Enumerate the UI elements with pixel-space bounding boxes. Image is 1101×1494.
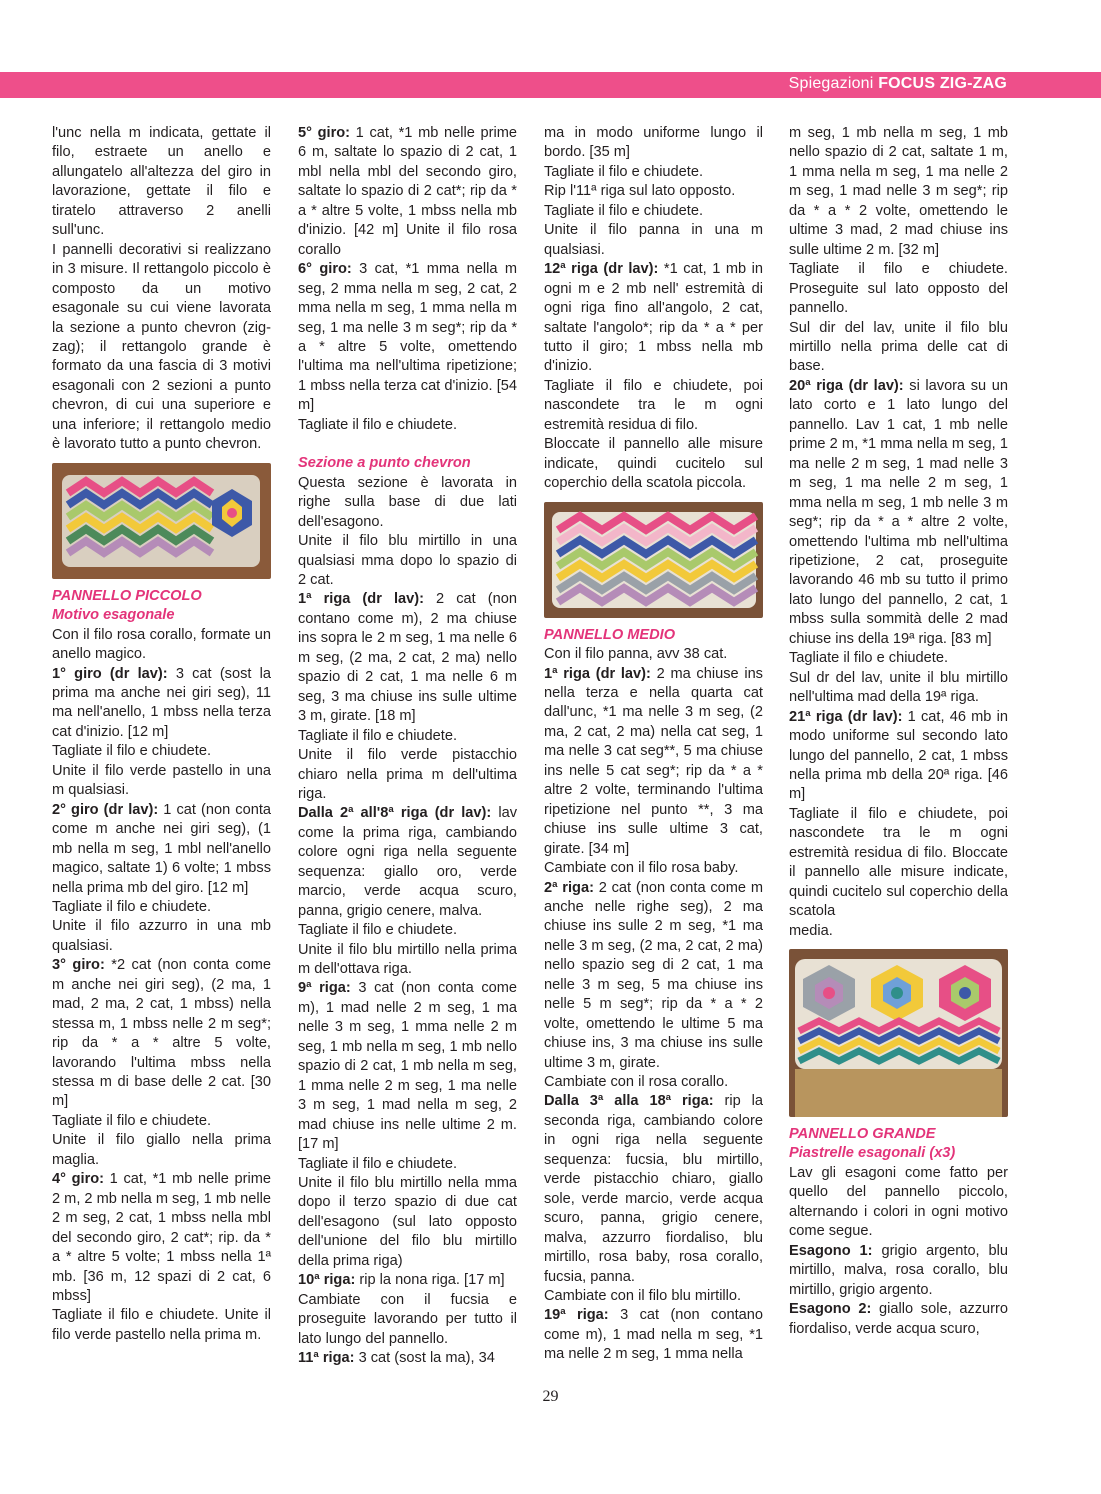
paragraph: I pannelli decorativi si realizzano in 3 misure. Il rettangolo piccolo è composto da un motivo esagonale su cui viene lavorata la sezione a punto chevron (zig-zag); il rettangolo grande è formato da una fascia di 3 motivi esagonali con 2 sezioni a punto chevron, di cui una superiore e una inferiore; il rettangolo medio è lavorato tutto a punto chevron. <box>52 241 271 453</box>
header-section: Spiegazioni <box>788 75 874 92</box>
paragraph: Tagliate il filo e chiudete. <box>298 416 458 433</box>
instruction-row: 5° giro: 1 cat, *1 mb nelle prime 6 m, saltate lo spazio di 2 cat, 1 mbl nella mbl del secondo giro, saltate lo spazio di 2 cat*; rip da * a * altre 5 volte, 1 mbss nella mb d'inizio. [42 m] Unite il filo rosa corallo <box>298 125 517 258</box>
instruction-row: 20ª riga (dr lav): si lavora su un lato corto e 1 lato lungo del pannello. Lav 1 cat, 1 mb nelle prime 2 m, *1 mma nella m seg, 1 ma nelle 2 m seg, 1 mad nelle 3 m seg, 1 ma nelle 2 m seg, 1 mma nella m seg, 1 mb nelle 3 m seg*; rip da * a * altre 2 volte, omettendo l'ultima mb nell'ultima ripetizione, 2 cat, proseguite lavorando 46 mb su tutto il primo lato lungo del pannello, 2 cat, 1 mbss sulla sommità delle 2 mad chiuse ins della 19ª riga. [83 m] <box>789 377 1009 647</box>
instruction-row: 2ª riga: 2 cat (non conta come m anche nelle righe seg), 2 ma chiuse ins sulle 2 m seg, *1 ma nelle 3 m seg, (2 ma, 2 cat, 2 ma) nello spazio seg di 2 cat, 1 ma nelle 3 m seg, 5 ma chiuse ins nelle 5 m seg*; rip da * a * 2 volte, omettendo le ultime 5 ma chiuse ins, 3 ma chiuse ins sulle ultime 3 m, girate. <box>544 879 763 1071</box>
instruction-row: 1ª riga (dr lav): 2 cat (non contano come m), 2 ma chiuse ins sopra le 2 m seg, 1 ma nelle 6 m seg, (2 ma, 2 cat, 2 ma) nello spazio di 2 cat, 1 ma nelle 6 m seg, 3 ma chiuse ins sulle ultime 3 m, girate. [18 m] <box>298 591 517 725</box>
paragraph: Tagliate il filo e chiudete. Unite il filo verde pastello nella prima m. <box>52 1307 271 1343</box>
section-heading-pannello-medio: PANNELLO MEDIO <box>544 626 676 643</box>
instruction-row: Dalla 3ª alla 18ª riga: rip la seconda riga, cambiando colore in ogni riga nella seguente sequenza: fucsia, blu mirtillo, verde pistacchio chiaro, giallo sole, verde marcio, verde acqua scuro, panna, grigio cenere, malva, azzurro fiordaliso, blu mirtillo, rosa baby, rosa corallo, fucsia, panna. <box>544 1093 764 1285</box>
paragraph: Tagliate il filo e chiudete. <box>544 163 704 180</box>
header-focus-title: FOCUS ZIG-ZAG <box>878 75 1007 92</box>
instruction-row: 19ª riga: 3 cat (non contano come m), 1 mad nella m seg, *1 ma nelle 2 m seg, 1 mma nella <box>544 1307 763 1363</box>
paragraph: Con il filo panna, avv 38 cat. <box>544 646 728 663</box>
paragraph: Cambiate con il fucsia e proseguite lavorando per tutto il lato lungo del pannello. <box>298 1291 517 1347</box>
column-1 <box>52 124 271 1345</box>
instruction-row: 3° giro: *2 cat (non conta come m anche nei giri seg), (2 ma, 1 mad, 2 ma, 2 cat, 1 mbss) nella stessa m, 1 mbss nelle 2 m seg*; rip da * a * altre 5 volte, lavorando l'ultima mbss nella stessa m di base delle 2 cat. [30 m] <box>52 957 271 1110</box>
instruction-row: 21ª riga (dr lav): 1 cat, 46 mb in modo uniforme sul secondo lato lungo del pannello, 2 cat, 1 mbss nella prima mb della 20ª riga. [46 m] <box>789 708 1008 803</box>
paragraph: Lav gli esagoni come fatto per quello del pannello piccolo, alternando i colori in ogni motivo come segue. <box>789 1164 1008 1240</box>
small-box-photo <box>52 463 271 579</box>
paragraph: Sul dir del lav, unite il filo blu mirtillo nella prima delle cat di base. <box>789 319 1008 375</box>
paragraph: Unite il filo verde pastello in una m qualsiasi. <box>52 762 271 799</box>
instruction-row: 1ª riga (dr lav): 2 ma chiuse ins nella terza e nella quarta cat dall'unc, *1 ma nelle 3 m seg, (2 ma, 2 cat, 2 ma) nella cat seg, 1 ma nelle 3 cat seg**, 5 ma chiuse ins nelle 5 cat seg*; rip da * a * altre 2 volte, terminando l'ultima ripetizione nel punto **, 3 ma chiuse ins sulle ultime 3 cat, girate. [34 m] <box>544 665 763 857</box>
section-heading-pannello-piccolo: PANNELLO PICCOLO <box>52 587 202 604</box>
paragraph: Cambiate con il rosa corallo. <box>544 1074 729 1091</box>
instruction-row: Esagono 1: grigio argento, blu mirtillo, malva, rosa corallo, blu mirtillo, grigio argento. <box>789 1242 1009 1298</box>
paragraph: Unite il filo verde pistacchio chiaro nella prima m dell'ultima riga. <box>298 747 517 802</box>
subheading-piastrelle-esagonali: Piastrelle esagonali (x3) <box>789 1145 956 1162</box>
paragraph: media. <box>789 922 833 939</box>
header-title <box>789 75 1007 93</box>
paragraph: Tagliate il filo e chiudete, poi nascondete tra le m ogni estremità residua di filo. <box>544 377 763 433</box>
paragraph: Tagliate il filo e chiudete. <box>298 1155 458 1172</box>
paragraph: Con il filo rosa corallo, formate un anello magico. <box>52 626 271 663</box>
paragraph: Bloccate il pannello alle misure indicate, quindi cucitelo sul coperchio della scatola piccola. <box>544 436 763 492</box>
large-box-photo <box>789 949 1008 1117</box>
paragraph: Tagliate il filo e chiudete. <box>298 727 458 744</box>
section-heading-pannello-grande: PANNELLO GRANDE <box>789 1126 936 1143</box>
paragraph: Cambiate con il filo blu mirtillo. <box>544 1288 742 1305</box>
paragraph: l'unc nella m indicata, gettate il filo, estraete un anello e allungatelo all'altezza del giro in lavorazione, gettate il filo e tiratelo attraverso 2 anelli sull'unc. <box>52 125 271 239</box>
header-bar <box>0 72 1101 98</box>
paragraph: Tagliate il filo e chiudete. <box>544 202 704 219</box>
paragraph: Unite il filo azzurro in una mb qualsiasi. <box>52 918 271 954</box>
paragraph: ma in modo uniforme lungo il bordo. [35 m] <box>544 125 763 161</box>
instruction-row: 6° giro: 3 cat, *1 mma nella m seg, 2 mma nella m seg, 2 cat, 2 mma nella m seg, 1 mma nella m seg, 1 ma nelle 3 m seg*; rip da * a * altre 5 volte, omettendo l'ultima ma nell'ultima ripetizione; 1 mbss nella terza cat d'inizio. [54 m] <box>298 261 517 414</box>
instruction-row: 10ª riga: rip la nona riga. [17 m] <box>298 1272 505 1289</box>
paragraph: Tagliate il filo e chiudete. Proseguite sul lato opposto del pannello. <box>789 261 1008 317</box>
instruction-row: 9ª riga: 3 cat (non conta come m), 1 mad nelle 2 m seg, 1 ma nelle 3 m seg, 1 mma nelle 2 m seg, 1 mb nella m seg, 1 mb nello spazio di 2 cat, 1 mb nella m seg, 1 mma nelle 2 m seg, 1 ma nelle 3 m seg, 1 mad nella m seg, 2 mad chiuse ins nelle ultime 2 m. [17 m] <box>298 980 518 1153</box>
subheading-motivo-esagonale: Motivo esagonale <box>52 607 175 624</box>
instruction-row: Dalla 2ª all'8ª riga (dr lav): lav come la prima riga, cambiando colore ogni riga nella seguente sequenza: giallo oro, verde marcio, verde acqua scuro, panna, grigio cenere, malva. <box>298 805 517 919</box>
instruction-row: Esagono 2: giallo sole, azzurro fiordaliso, verde acqua scuro, <box>789 1301 1008 1337</box>
column-3 <box>544 124 763 1365</box>
paragraph: Tagliate il filo e chiudete. <box>52 743 212 760</box>
instruction-row: 2° giro (dr lav): 1 cat (non conta come m anche nei giri seg), (1 mb nella m seg, 1 mbl nell'anello magico, saltate 1) 6 volte; 1 mbss nella prima mb del giro. [12 m] <box>52 801 271 896</box>
column-4 <box>789 124 1008 1339</box>
paragraph: m seg, 1 mb nella m seg, 1 mb nello spazio di 2 cat, saltate 1 m, 1 mma nella m seg, 1 ma nelle 2 m seg, 1 mad nelle 3 m seg*; rip da * a * 2 volte, omettendo le ultime 3 mad, 2 mad chiuse ins sulle ultime 2 m. [32 m] <box>789 125 1008 258</box>
paragraph: Tagliate il filo e chiudete. <box>789 650 949 667</box>
medium-box-photo <box>544 502 763 618</box>
paragraph: Sul dr del lav, unite il blu mirtillo nell'ultima mad della 19ª riga. <box>789 669 1008 706</box>
paragraph: Tagliate il filo e chiudete, poi nascondete tra le m ogni estremità residua di filo. Bloccate il pannello alle misure indicate, quindi cucitelo sul coperchio della scatola <box>789 805 1008 920</box>
paragraph: Rip l'11ª riga sul lato opposto. <box>544 183 736 200</box>
paragraph: Tagliate il filo e chiudete. <box>52 1112 212 1129</box>
instruction-row: 11ª riga: 3 cat (sost la ma), 34 <box>298 1350 495 1367</box>
paragraph: Unite il filo giallo nella prima maglia. <box>52 1132 271 1168</box>
paragraph: Tagliate il filo e chiudete. <box>298 922 458 939</box>
column-2 <box>298 124 517 1369</box>
paragraph: Unite il filo blu mirtillo nella prima m dell'ottava riga. <box>298 941 517 978</box>
paragraph: Questa sezione è lavorata in righe sulla base di due lati dell'esagono. <box>298 474 517 530</box>
instruction-row: 12ª riga (dr lav): *1 cat, 1 mb in ogni m e 2 mb nell' estremità di ogni riga fino all'angolo, 2 cat, saltate l'angolo*; rip da * a * per tutto il giro; 1 mbss nella mb d'inizio. <box>544 261 763 375</box>
paragraph: Unite il filo panna in una m qualsiasi. <box>544 222 763 258</box>
subheading-sezione-chevron: Sezione a punto chevron <box>298 455 471 472</box>
paragraph: Unite il filo blu mirtillo in una qualsiasi mma dopo lo spazio di 2 cat. <box>298 533 517 588</box>
instruction-row: 4° giro: 1 cat, *1 mb nelle prime 2 m, 2 mb nella m seg, 1 mb nelle 2 m seg, 2 cat, 1 mbss nella mbl del secondo giro, 2 cat*; rip. da * a * altre 5 volte; 1 mbss nella 1ª mb. [36 m, 12 spazi di 2 cat, 6 mbss] <box>52 1171 272 1305</box>
instruction-row: 1° giro (dr lav): 3 cat (sost la prima ma anche nei giri seg), 11 ma nell'anello, 1 mbss nella terza cat d'inizio. [12 m] <box>52 665 272 740</box>
paragraph: Unite il filo blu mirtillo nella mma dopo il terzo spazio di due cat dell'esagono (sul lato opposto dell'unione del filo blu mirtillo della prima riga) <box>298 1175 517 1269</box>
page-number: 29 <box>542 1388 559 1405</box>
paragraph: Cambiate con il filo rosa baby. <box>544 860 739 877</box>
paragraph: Tagliate il filo e chiudete. <box>52 898 212 915</box>
